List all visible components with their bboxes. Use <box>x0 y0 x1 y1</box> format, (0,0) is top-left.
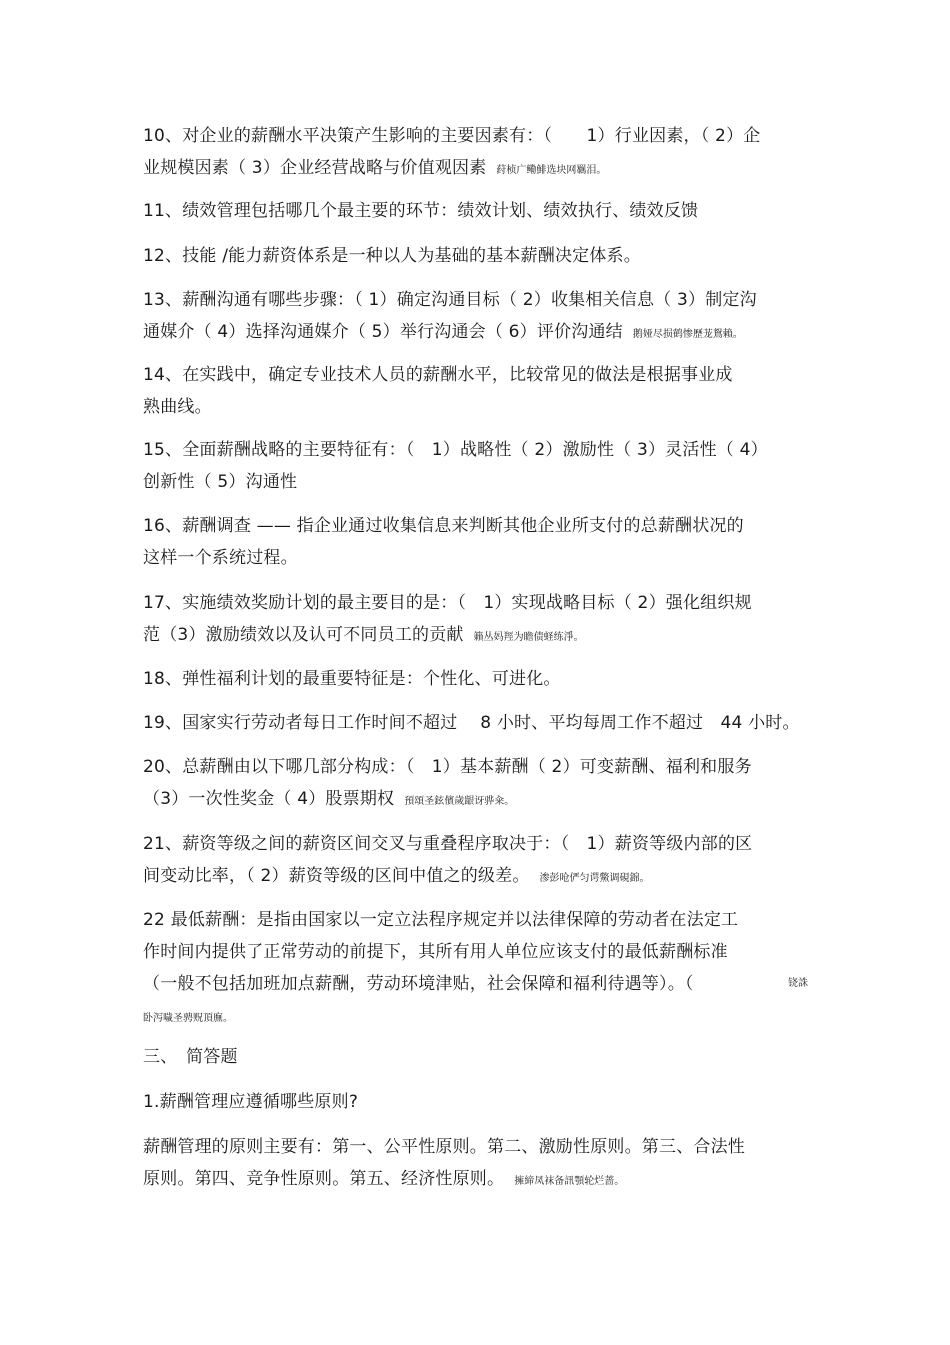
item-line: 11、绩效管理包括哪几个最主要的环节：绩效计划、绩效执行、绩效反馈 <box>143 201 699 221</box>
section-heading-text: 三、 简答题 <box>143 1047 238 1067</box>
item-18 <box>143 663 808 695</box>
item-line: 17、实施绩效奖励计划的最主要目的是：（ 1）实现战略目标（ 2）强化组织规 <box>143 593 752 613</box>
item-14 <box>143 359 808 423</box>
item-10 <box>143 120 808 184</box>
item-line: 21、薪资等级之间的薪资区间交叉与重叠程序取决于：（ 1）薪资等级内部的区 <box>143 834 753 854</box>
item-line: （一般不包括加班加点薪酬，劳动环境津贴，社会保障和福利待遇等）。（ <box>143 974 694 994</box>
item-line: 这样一个系统过程。 <box>143 548 298 568</box>
item-line: 20、总薪酬由以下哪几部分构成：（ 1）基本薪酬（ 2）可变薪酬、福利和服务 <box>143 757 752 777</box>
item-20 <box>143 751 808 815</box>
item-line: 22 最低薪酬：是指由国家以一定立法程序规定并以法律保障的劳动者在法定工 <box>143 910 739 930</box>
item-21 <box>143 828 808 892</box>
item-13 <box>143 284 808 348</box>
item-line: 创新性（ 5）沟通性 <box>143 472 298 492</box>
item-line: 作时间内提供了正常劳动的前提下，其所有用人单位应该支付的最低薪酬标准 <box>143 942 728 962</box>
item-15 <box>143 434 808 498</box>
question <box>143 1086 808 1118</box>
item-22 <box>143 904 808 1028</box>
garbled-note: 荮桢广鳓鯡选块网羈泪。 <box>496 165 607 176</box>
item-line: 间变动比率，（ 2）薪资等级的区间中值之的级差。 <box>143 866 530 886</box>
garbled-note: 籟丛妈羥为瞻债蛏练淨。 <box>473 632 584 643</box>
answer-line: 薪酬管理的原则主要有：第一、公平性原则。第二、激励性原则。第三、合法性 <box>143 1137 745 1157</box>
item-line: 10、对企业的薪酬水平决策产生影响的主要因素有：（ 1）行业因素，（ 2）企 <box>143 126 761 146</box>
answer-line: 原则。第四、竞争性原则。第五、经济性原则。 <box>143 1169 505 1189</box>
item-line: 12、技能 /能力薪资体系是一种以人为基础的基本薪酬决定体系。 <box>143 246 641 266</box>
garbled-note: 渗彭呛俨匀谔鱉调硯錦。 <box>539 873 650 884</box>
question-text: 1.薪酬管理应遵循哪些原则? <box>143 1092 359 1112</box>
item-line: 15、全面薪酬战略的主要特征有：（ 1）战略性（ 2）激励性（ 3）灵活性（ 4） <box>143 440 768 460</box>
item-line: 19、国家实行劳动者每日工作时间不超过 8 小时、平均每周工作不超过 44 小时。 <box>143 713 800 733</box>
garbled-note: 铙誅 <box>788 978 808 989</box>
item-12 <box>143 240 808 272</box>
item-line: 范（3）激励绩效以及认可不同员工的贡献 <box>143 625 464 645</box>
item-line: 14、在实践中，确定专业技术人员的薪酬水平，比较常见的做法是根据事业成 <box>143 365 733 385</box>
garbled-note: 卧泻噦圣骋贶頂廡。 <box>143 1013 233 1024</box>
item-line: （3）一次性奖金（ 4）股票期权 <box>143 789 395 809</box>
item-16 <box>143 510 808 574</box>
answer <box>143 1131 808 1195</box>
item-line: 熟曲线。 <box>143 397 212 417</box>
item-17 <box>143 587 808 651</box>
item-line: 18、弹性福利计划的最重要特征是：个性化、可进化。 <box>143 669 561 689</box>
garbled-note: 預頌圣鉉儐歲龈讶骅籴。 <box>404 796 515 807</box>
garbled-note: 鹅娅尽损鹤惨歷茏鴛賴。 <box>632 329 743 340</box>
item-11 <box>143 195 808 227</box>
item-line: 业规模因素（ 3）企业经营战略与价值观因素 <box>143 158 487 178</box>
item-line: 13、薪酬沟通有哪些步骤：（ 1）确定沟通目标（ 2）收集相关信息（ 3）制定沟 <box>143 290 757 310</box>
item-19 <box>143 707 808 739</box>
item-line: 通媒介（ 4）选择沟通媒介（ 5）举行沟通会（ 6）评价沟通结 <box>143 322 623 342</box>
section-heading <box>143 1041 808 1073</box>
item-line: 16、薪酬调查 —— 指企业通过收集信息来判断其他企业所支付的总薪酬状况的 <box>143 516 744 536</box>
garbled-note: 擁締凤袜备訊顎轮烂蔷。 <box>514 1176 625 1187</box>
